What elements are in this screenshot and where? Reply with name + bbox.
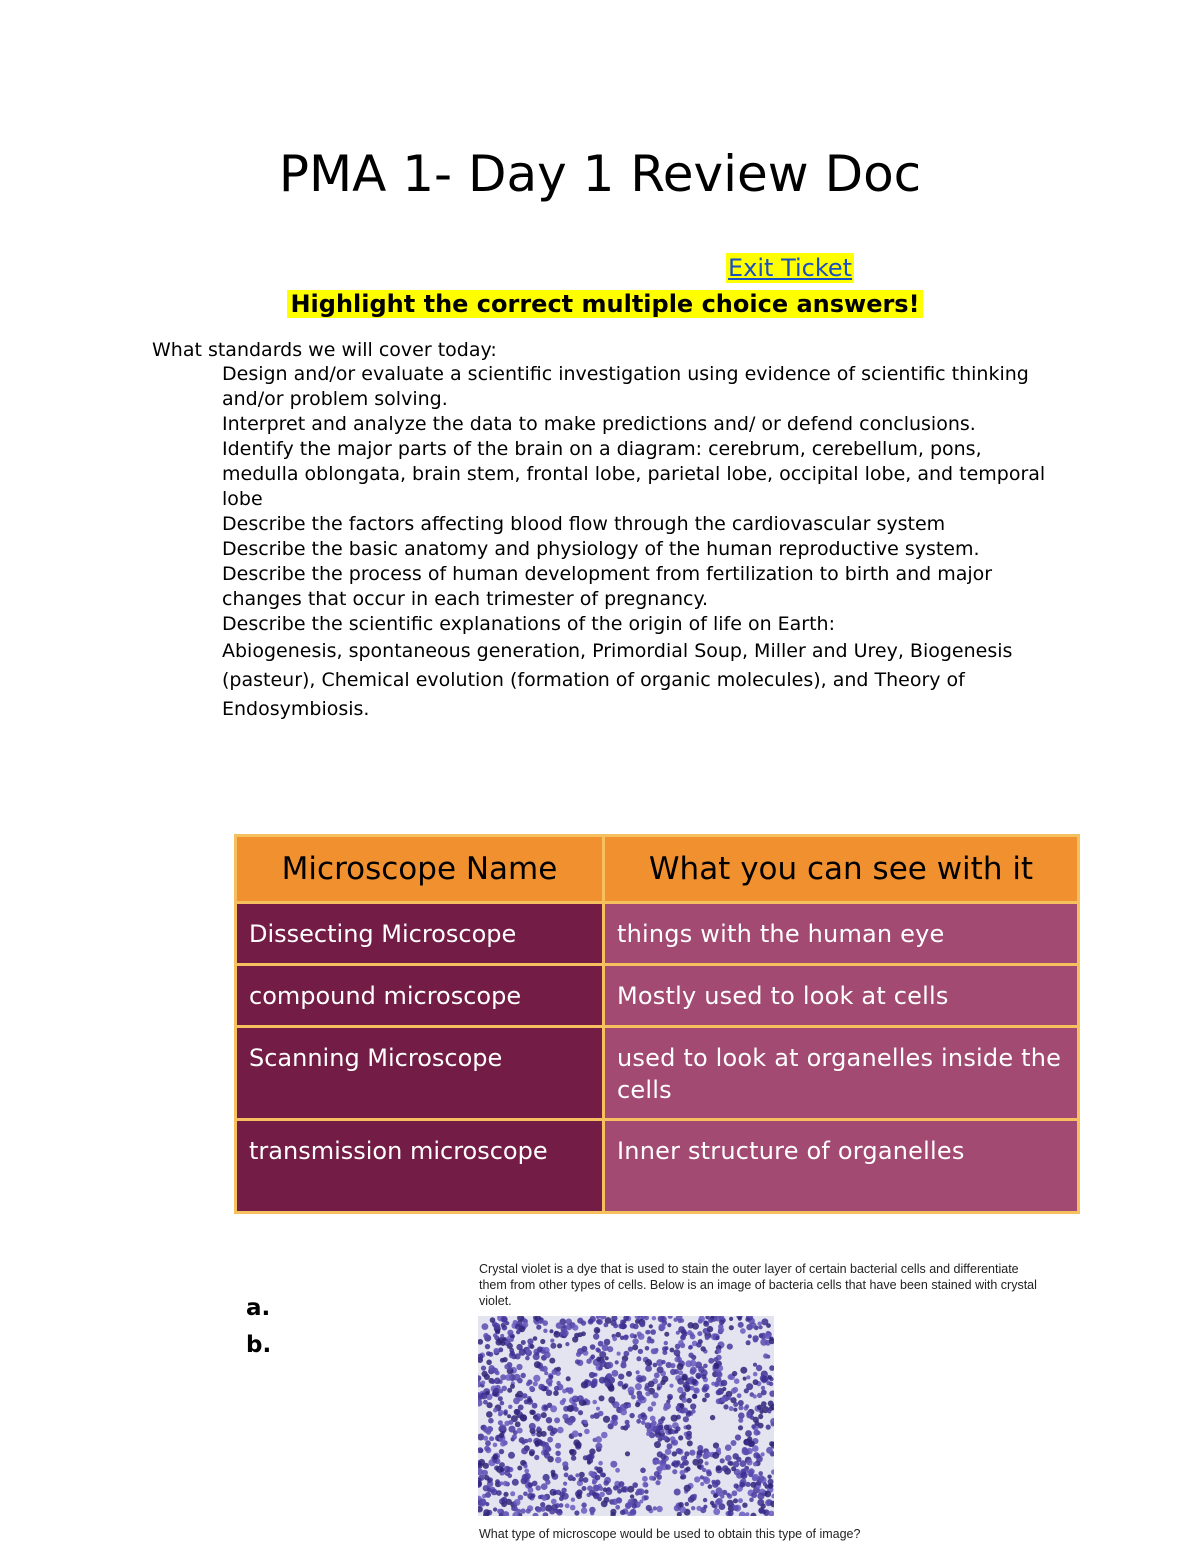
instruction-banner: [0, 289, 1200, 319]
microscope-use-cell: Mostly used to look at cells: [604, 965, 1079, 1027]
microscope-name-cell: compound microscope: [236, 965, 604, 1027]
table-header-row: [236, 836, 1079, 903]
answer-label-b[interactable]: b.: [246, 1332, 272, 1358]
standard-item: Identify the major parts of the brain on a diagram: cerebrum, cerebellum, pons, medulla oblongata, brain stem, frontal lobe, parietal lobe, occipital lobe, and temporal lobe: [222, 438, 1046, 510]
microscope-table: [234, 834, 1080, 1214]
microscope-name-cell: transmission microscope: [236, 1120, 604, 1213]
answer-label-a[interactable]: a.: [246, 1295, 271, 1321]
microscope-name-cell: Scanning Microscope: [236, 1027, 604, 1120]
microscope-name-cell: Dissecting Microscope: [236, 903, 604, 965]
microscope-use-cell: Inner structure of organelles: [604, 1120, 1079, 1213]
microscope-use-cell: things with the human eye: [604, 903, 1079, 965]
standards-list: [222, 362, 1062, 724]
table-row: [236, 965, 1079, 1027]
standard-item: Interpret and analyze the data to make predictions and/ or defend conclusions.: [222, 413, 976, 435]
column-header: Microscope Name: [236, 836, 604, 903]
table-row: [236, 903, 1079, 965]
bacteria-micrograph-image: [478, 1316, 774, 1516]
answer-options: [246, 1290, 271, 1364]
question-prompt: What type of microscope would be used to obtain this type of image?: [479, 1527, 861, 1541]
exit-ticket-link[interactable]: Exit Ticket: [728, 254, 853, 282]
standard-item: Design and/or evaluate a scientific investigation using evidence of scientific thinking and/or problem solving.: [222, 363, 1029, 410]
column-header: What you can see with it: [604, 836, 1079, 903]
table-row: [236, 1120, 1079, 1213]
microscope-use-cell: used to look at organelles inside the cells: [604, 1027, 1079, 1120]
table-row: [236, 1027, 1079, 1120]
instruction-text: Highlight the correct multiple choice answers!: [287, 290, 922, 318]
page-title: PMA 1- Day 1 Review Doc: [278, 145, 922, 203]
standard-item: Describe the scientific explanations of the origin of life on Earth:: [222, 613, 836, 635]
standard-item: Describe the basic anatomy and physiology of the human reproductive system. Describe the process of human development from fertilization to birth and major changes that occur in each trimester of pregnancy.: [222, 538, 993, 610]
standard-item: Describe the factors affecting blood flow through the cardiovascular system: [222, 513, 946, 535]
standards-heading: What standards we will cover today:: [152, 339, 497, 361]
question-passage: Crystal violet is a dye that is used to stain the outer layer of certain bacterial cells and differentiate them from other types of cells. Below is an image of bacteria cells that have been stained with crystal violet.: [479, 1262, 1037, 1308]
standard-item: Abiogenesis, spontaneous generation, Primordial Soup, Miller and Urey, Biogenesis (pasteur), Chemical evolution (formation of organic molecules), and Theory of Endosymbiosis.: [222, 640, 1013, 720]
